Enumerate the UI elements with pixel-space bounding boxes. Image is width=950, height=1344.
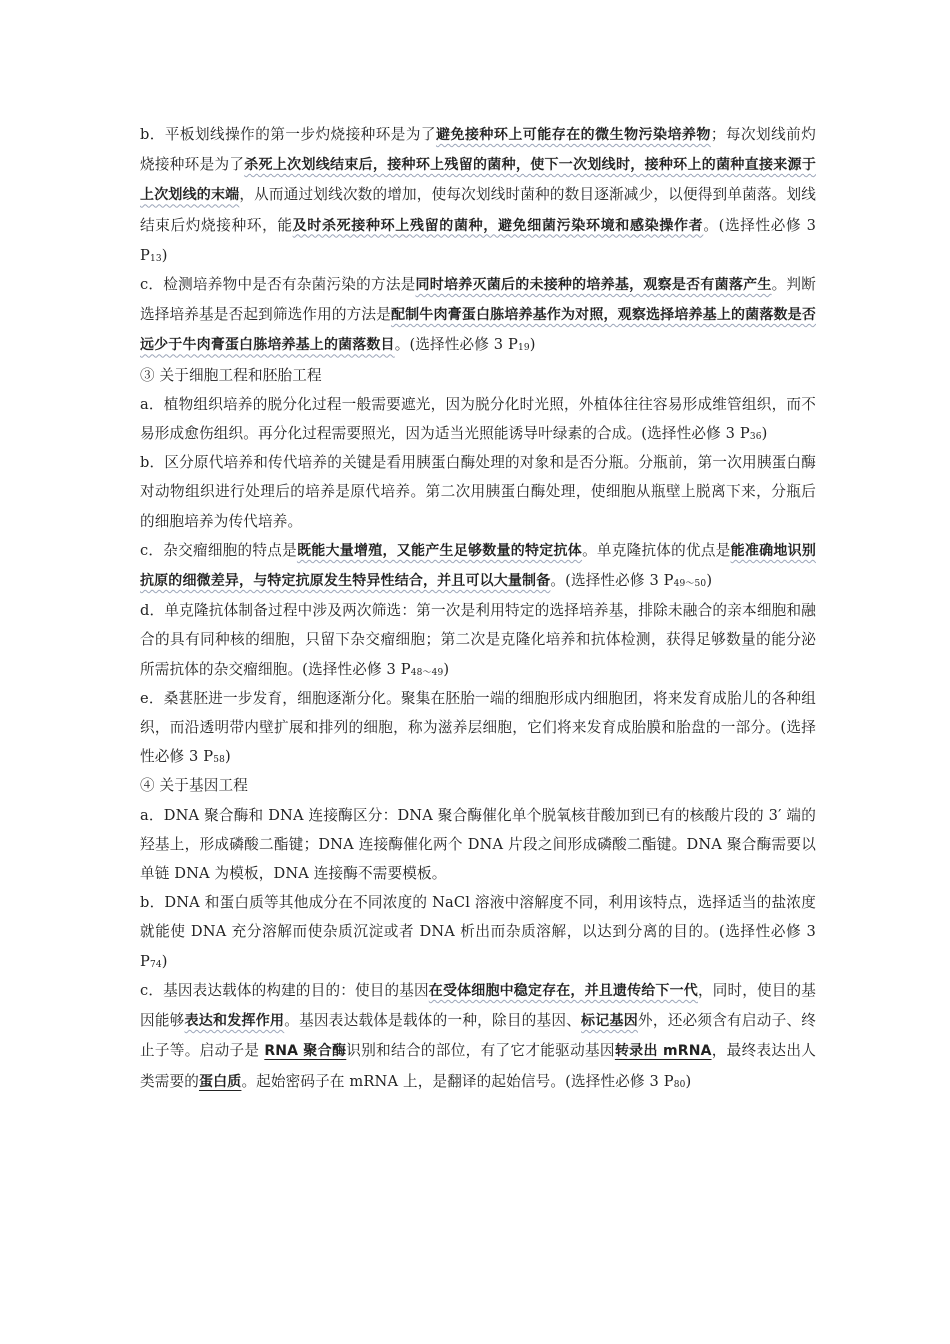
paragraph-text: ；每次划线前灼烧接种环是为了 bbox=[140, 126, 816, 174]
page-ref-subscript: 80 bbox=[673, 1079, 686, 1090]
paragraph-c-expression-vector bbox=[140, 976, 816, 1097]
paragraph-text: b．区分原代培养和传代培养的关键是看用胰蛋白酶处理的对象和是否分瓶。分瓶前，第一次用胰蛋白酶对动物组织进行处理后的培养是原代培养。第二次用胰蛋白酶处理，使细胞从瓶壁上脱离下来，分瓶后的细胞培养为传代培养。 bbox=[140, 454, 816, 530]
key-point-text: 及时杀死接种环上残留的菌种，避免细菌污染环境和感染操作者 bbox=[292, 217, 704, 234]
key-point-text: 既能大量增殖，又能产生足够数量的特定抗体 bbox=[296, 542, 583, 559]
paragraph-text: ) bbox=[761, 425, 768, 443]
document-page bbox=[140, 120, 816, 1097]
paragraph-text: e．桑葚胚进一步发育，细胞逐渐分化。聚集在胚胎一端的细胞形成内细胞团，将来发育成胎儿的各种组织，而沿透明带内壁扩展和排列的细胞，称为滋养层细胞，它们将来发育成胎膜和胎盘的一部分。(选择性必修 3 P bbox=[140, 689, 816, 766]
paragraph-b-primary-culture bbox=[140, 448, 816, 536]
paragraph-text: 。起始密码子在 mRNA 上，是翻译的起始信号。(选择性必修 3 P bbox=[241, 1072, 674, 1090]
key-point-text: 配制牛肉膏蛋白胨培养基作为对照，观察选择培养基上的菌落数是否远少于牛肉膏蛋白胨培养基上的菌落数目 bbox=[140, 307, 816, 354]
paragraph-text: c．检测培养物中是否有杂菌污染的方法是 bbox=[140, 276, 416, 294]
paragraph-text: 外，还必须含有启动子、终止子等。启动子是 bbox=[140, 1012, 816, 1060]
paragraph-text: ，最终表达出人类需要的 bbox=[140, 1042, 816, 1090]
key-point-text: 蛋白质 bbox=[198, 1073, 242, 1090]
key-point-text: 杀死上次划线结束后，接种环上残留的菌种，使下一次划线时，接种环上的菌种直接来源于上次划线的末端 bbox=[140, 157, 816, 204]
key-point-text: 转录出 mRNA bbox=[614, 1043, 712, 1060]
paragraph-text: ③ 关于细胞工程和胚胎工程 bbox=[140, 366, 322, 384]
paragraph-a-tissue-culture bbox=[140, 390, 816, 448]
key-point-text: 标记基因 bbox=[581, 1013, 639, 1030]
page-ref-subscript: 36 bbox=[749, 432, 762, 443]
page-ref-subscript: 74 bbox=[149, 959, 162, 970]
paragraph-text: ) bbox=[224, 748, 231, 766]
paragraph-text: a．DNA 聚合酶和 DNA 连接酶区分：DNA 聚合酶催化单个脱氧核苷酸加到已有的核酸片段的 3′ 端的羟基上，形成磷酸二酯键；DNA 连接酶催化两个 DNA 片段之间形成磷酸二酯键。DNA 聚合酶需要以单链 DNA 为模板，DNA 连接酶不需要模板。 bbox=[140, 806, 816, 883]
paragraph-text: ，同时，使目的基因能够 bbox=[140, 981, 816, 1030]
paragraph-text: ，从而通过划线次数的增加，使每次划线时菌种的数目逐渐减少，以便得到单菌落。划线结束后灼烧接种环，能 bbox=[140, 186, 816, 234]
key-point-text: 避免接种环上可能存在的微生物污染培养物 bbox=[435, 127, 711, 143]
paragraph-text: ④ 关于基因工程 bbox=[140, 777, 248, 795]
paragraph-text: 。(选择性必修 3 P bbox=[140, 216, 817, 264]
paragraph-text: ) bbox=[685, 1072, 692, 1090]
key-point-text: 在受体细胞中稳定存在，并且遗传给下一代 bbox=[428, 982, 698, 999]
page-ref-subscript: 13 bbox=[149, 253, 162, 264]
page-ref-subscript: 48～49 bbox=[410, 667, 444, 678]
page-ref-subscript: 19 bbox=[518, 343, 530, 354]
paragraph-e-morula bbox=[140, 684, 816, 772]
paragraph-text: d．单克隆抗体制备过程中涉及两次筛选：第一次是利用特定的选择培养基，排除未融合的亲本细胞和融合的具有同种核的细胞，只留下杂交瘤细胞；第二次是克隆化培养和抗体检测，获得足够数量的能分泌所需抗体的杂交瘤细胞。(选择性必修 3 P bbox=[140, 602, 816, 678]
paragraph-b-streak-plate bbox=[140, 120, 816, 270]
paragraph-text: ) bbox=[706, 572, 713, 590]
section-heading-cell-engineering bbox=[140, 361, 816, 390]
paragraph-text: c．杂交瘤细胞的特点是 bbox=[140, 541, 297, 559]
key-point-text: 表达和发挥作用 bbox=[184, 1013, 285, 1030]
paragraph-text: 。基因表达载体是载体的一种，除目的基因、 bbox=[284, 1012, 582, 1030]
paragraph-text: 。单克隆抗体的优点是 bbox=[582, 541, 731, 559]
paragraph-text: b．DNA 和蛋白质等其他成分在不同浓度的 NaCl 溶液中溶解度不同，利用该特点，选择适当的盐浓度就能使 DNA 充分溶解而使杂质沉淀或者 DNA 析出而杂质溶解，以达到分离的目的。(选择性必修 3 P bbox=[140, 894, 816, 970]
paragraph-a-dna-polymerase bbox=[140, 801, 816, 889]
paragraph-text: b．平板划线操作的第一步灼烧接种环是为了 bbox=[140, 126, 436, 143]
paragraph-text: ) bbox=[529, 336, 536, 354]
paragraph-text: 。(选择性必修 3 P bbox=[394, 336, 518, 354]
paragraph-text: ) bbox=[443, 660, 450, 678]
page-ref-subscript: 58 bbox=[213, 755, 225, 766]
paragraph-text: ) bbox=[161, 246, 168, 264]
paragraph-text: c．基因表达载体的构建的目的：使目的基因 bbox=[140, 981, 429, 999]
key-point-text: 能准确地识别抗原的细微差异，与特定抗原发生特异性结合，并且可以大量制备 bbox=[140, 542, 816, 590]
section-heading-gene-engineering bbox=[140, 771, 816, 800]
paragraph-text: 。判断选择培养基是否起到筛选作用的方法是 bbox=[140, 276, 817, 324]
key-point-text: RNA 聚合酶 bbox=[264, 1043, 347, 1060]
paragraph-c-contamination-check bbox=[140, 270, 816, 361]
paragraph-c-hybridoma bbox=[140, 536, 816, 596]
page-ref-subscript: 49～50 bbox=[673, 579, 707, 590]
key-point-text: 同时培养灭菌后的未接种的培养基，观察是否有菌落产生 bbox=[415, 277, 772, 294]
paragraph-text: 。(选择性必修 3 P bbox=[550, 572, 674, 590]
paragraph-text: a．植物组织培养的脱分化过程一般需要遮光，因为脱分化时光照，外植体往往容易形成维管组织，而不易形成愈伤组织。再分化过程需要照光，因为适当光照能诱导叶绿素的合成。(选择性必修 3 P bbox=[140, 395, 816, 443]
paragraph-d-antibody-screening bbox=[140, 596, 816, 684]
paragraph-text: 识别和结合的部位，有了它才能驱动基因 bbox=[346, 1042, 615, 1060]
paragraph-text: ) bbox=[161, 952, 168, 970]
paragraph-b-dna-extraction bbox=[140, 888, 816, 976]
